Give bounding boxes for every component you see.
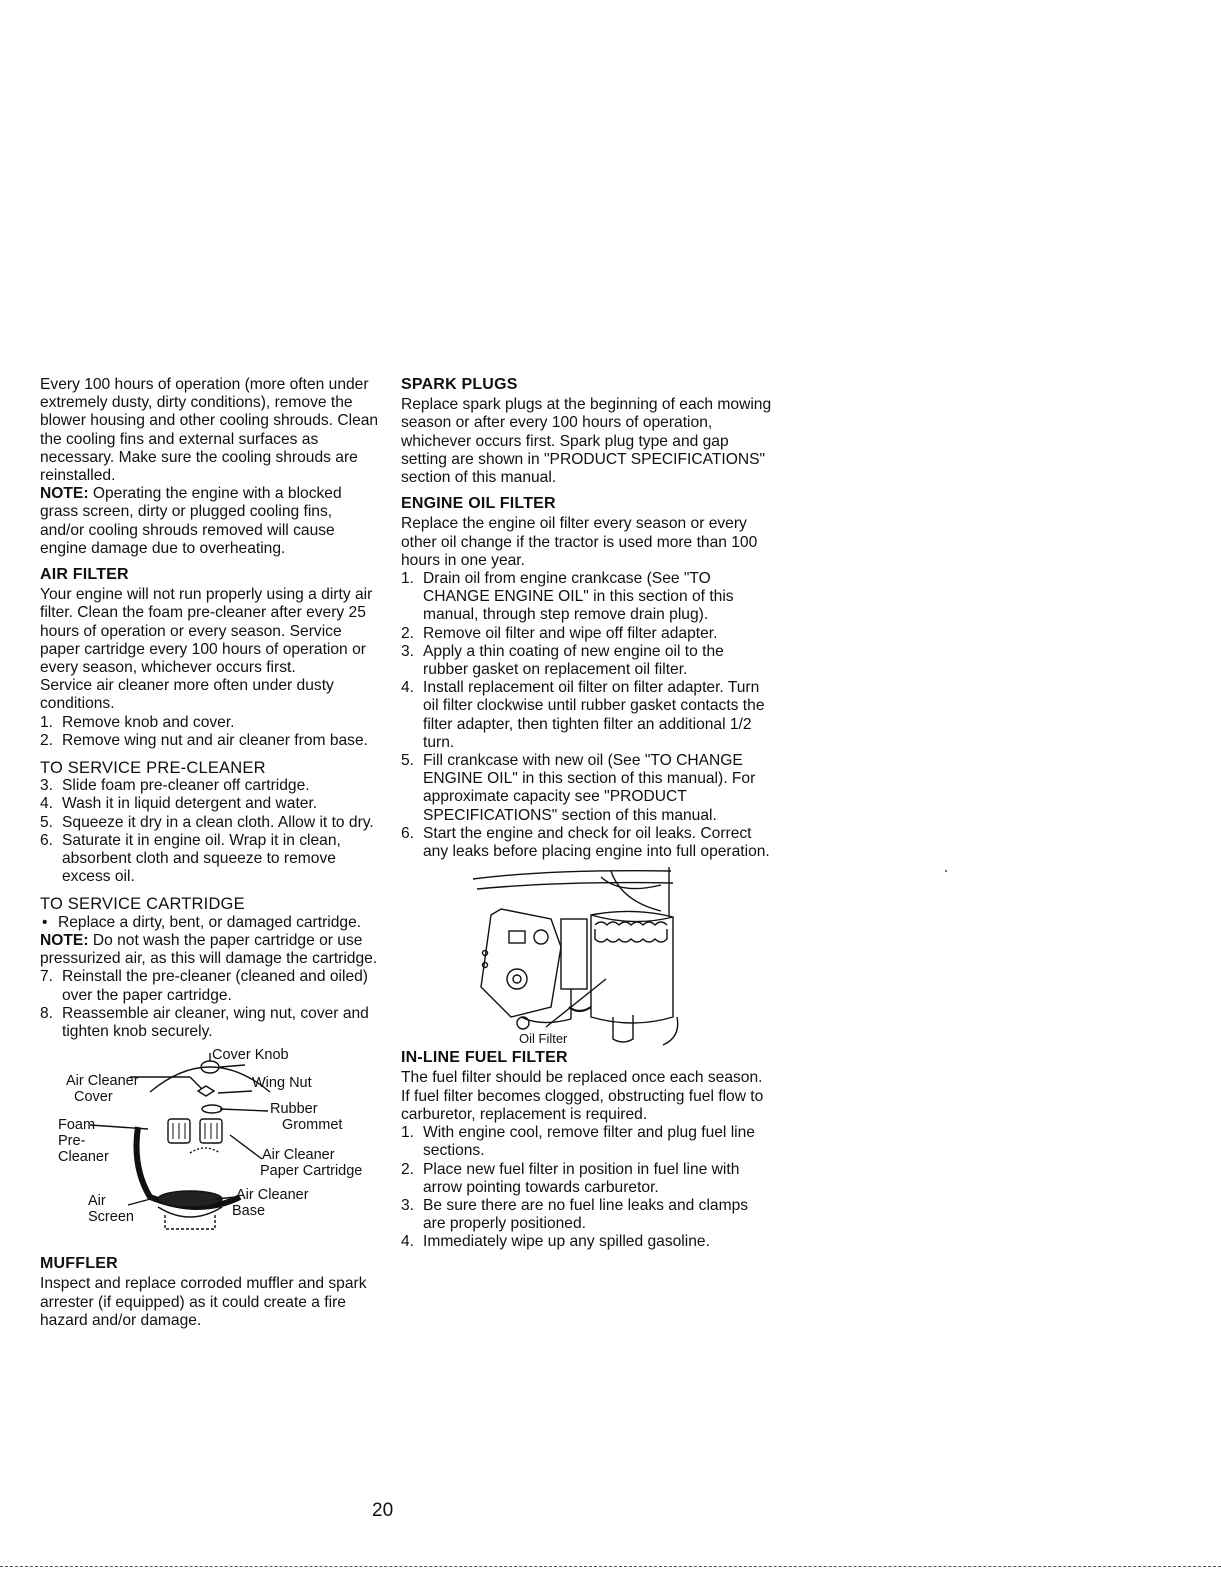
air-screen-label-2: Screen xyxy=(88,1209,134,1226)
step-text: Remove wing nut and air cleaner from base. xyxy=(62,731,368,749)
step-text: Drain oil from engine crankcase (See "TO CHANGE ENGINE OIL" in this section of this manual, through step remove drain plug). xyxy=(423,570,734,624)
air-cleaner-cover-label-2: Cover xyxy=(74,1089,113,1106)
spark-plugs-paragraph: Replace spark plugs at the beginning of each mowing season or after every 100 hours of operation, whichever occurs first. Spark plug type and gap setting are shown in "PRODUCT SPECIFICATIONS" section of this manual. xyxy=(401,396,772,487)
step-number: 1. xyxy=(40,713,54,731)
foam-label-3: Cleaner xyxy=(58,1149,109,1166)
step-number: 7. xyxy=(40,968,54,986)
step-number: 4. xyxy=(401,1233,415,1251)
list-item xyxy=(401,825,773,861)
step-text: Start the engine and check for oil leaks. Correct any leaks before placing engine into full operation. xyxy=(423,824,770,861)
list-item xyxy=(401,1161,773,1197)
oil-filter-steps xyxy=(401,570,773,861)
step-number: 1. xyxy=(401,570,415,588)
list-item xyxy=(40,968,380,1004)
air-cleaner-cover-label-1: Air Cleaner xyxy=(66,1073,139,1090)
list-item xyxy=(40,1005,380,1041)
list-item xyxy=(40,795,380,813)
air-filter-steps-b xyxy=(40,777,380,886)
air-screen-label-1: Air xyxy=(88,1193,106,1210)
air-cleaner-figure xyxy=(40,1047,380,1247)
in-line-fuel-filter-heading: IN-LINE FUEL FILTER xyxy=(401,1049,568,1067)
foam-label-2: Pre- xyxy=(58,1133,86,1150)
note-label: NOTE: xyxy=(40,485,89,503)
air-filter-paragraph: Your engine will not run properly using a dirty air filter. Clean the foam pre-cleaner after every 25 hours of operation or every season. Service paper cartridge every 100 hours of operation or every season, whichever occurs first. xyxy=(40,586,373,677)
step-text: Saturate it in engine oil. Wrap it in clean, absorbent cloth and squeeze to remove excess oil. xyxy=(62,831,341,886)
wing-nut-label: Wing Nut xyxy=(252,1075,312,1092)
oil-filter-illustration xyxy=(401,867,773,1049)
air-cleaner-base-label-1: Air Cleaner xyxy=(236,1187,309,1204)
step-number: 4. xyxy=(401,679,415,697)
spark-plugs-heading: SPARK PLUGS xyxy=(401,376,518,393)
cartridge-heading: TO SERVICE CARTRIDGE xyxy=(40,895,245,914)
list-item xyxy=(401,570,773,625)
list-item xyxy=(401,625,773,643)
step-number: 3. xyxy=(401,1196,415,1214)
cooling-note xyxy=(40,485,380,558)
air-cleaner-base-label-2: Base xyxy=(232,1203,266,1220)
step-text: Slide foam pre-cleaner off cartridge. xyxy=(62,777,310,795)
list-item xyxy=(401,752,773,825)
step-text: Fill crankcase with new oil (See "TO CHANGE ENGINE OIL" in this section of this manual). For approximate capacity see "PRODUCT SPECIFICATIONS" section of this manual. xyxy=(423,752,756,824)
cooling-intro-paragraph: Every 100 hours of operation (more often under extremely dusty, dirty conditions), remove the blower housing and other cooling shrouds. Clean the cooling fins and external surfaces as necessary. Make sure the cooling shrouds are reinstalled. xyxy=(40,376,379,485)
paper-cartridge-label-2: Paper Cartridge xyxy=(260,1163,363,1180)
step-number: 5. xyxy=(401,752,415,770)
muffler-paragraph: Inspect and replace corroded muffler and spark arrester (if equipped) as it could create a fire hazard and/or damage. xyxy=(40,1275,367,1329)
foam-label-1: Foam xyxy=(58,1117,96,1134)
left-column xyxy=(40,376,380,1330)
step-text: Apply a thin coating of new engine oil to the rubber gasket on replacement oil filter. xyxy=(423,642,724,679)
step-number: 1. xyxy=(401,1124,415,1142)
step-number: 2. xyxy=(401,1160,415,1178)
rubber-grommet-label-1: Rubber xyxy=(270,1101,318,1118)
list-item xyxy=(40,714,380,732)
air-filter-heading: AIR FILTER xyxy=(40,566,129,584)
cartridge-bullets xyxy=(40,914,380,932)
note-text: Do not wash the paper cartridge or use pressurized air, as this will damage the cartridge. xyxy=(40,931,378,968)
step-text: Reassemble air cleaner, wing nut, cover and tighten knob securely. xyxy=(62,1004,369,1040)
note-label: NOTE: xyxy=(40,931,89,949)
bullet-text: Replace a dirty, bent, or damaged cartridge. xyxy=(58,913,362,931)
list-item xyxy=(401,1197,773,1233)
list-item xyxy=(40,732,380,750)
step-text: Be sure there are no fuel line leaks and clamps are properly positioned. xyxy=(423,1196,749,1233)
step-text: Reinstall the pre-cleaner (cleaned and oiled) over the paper cartridge. xyxy=(62,968,368,1004)
bullet-icon: • xyxy=(42,913,48,931)
fuel-filter-steps xyxy=(401,1124,773,1251)
list-item xyxy=(40,914,380,932)
step-number: 2. xyxy=(401,624,415,642)
engine-oil-filter-paragraph: Replace the engine oil filter every season or every other oil change if the tractor is used more than 100 hours in one year. xyxy=(401,515,758,569)
engine-oil-filter-heading: ENGINE OIL FILTER xyxy=(401,495,556,513)
list-item xyxy=(401,679,773,752)
step-number: 8. xyxy=(40,1004,54,1022)
step-number: 5. xyxy=(40,813,54,831)
note-text: Operating the engine with a blocked grass screen, dirty or plugged cooling fins, and/or cooling shrouds removed will cause engine damage due to overheating. xyxy=(40,485,342,557)
paper-cartridge-label-1: Air Cleaner xyxy=(262,1147,335,1164)
cover-knob-label: Cover Knob xyxy=(212,1047,289,1064)
page-number: 20 xyxy=(372,1500,394,1521)
step-number: 4. xyxy=(40,795,54,813)
step-number: 6. xyxy=(40,831,54,849)
step-text: Place new fuel filter in position in fuel line with arrow pointing towards carburetor. xyxy=(423,1160,740,1196)
step-text: Immediately wipe up any spilled gasoline. xyxy=(423,1233,710,1251)
step-number: 2. xyxy=(40,731,54,749)
scan-speck xyxy=(945,870,947,872)
fuel-filter-paragraph: The fuel filter should be replaced once each season. If fuel filter becomes clogged, obstructing fuel flow to carburetor, replacement is required. xyxy=(401,1069,764,1123)
air-filter-dusty-paragraph: Service air cleaner more often under dusty conditions. xyxy=(40,677,334,713)
scan-edge-rule xyxy=(0,1566,1221,1567)
step-text: Remove knob and cover. xyxy=(62,713,235,731)
step-text: Squeeze it dry in a clean cloth. Allow it to dry. xyxy=(62,813,374,831)
list-item xyxy=(40,832,380,887)
air-filter-steps-a xyxy=(40,714,380,750)
step-text: With engine cool, remove filter and plug fuel line sections. xyxy=(423,1124,755,1160)
step-number: 3. xyxy=(401,642,415,660)
list-item xyxy=(401,1124,773,1160)
right-column xyxy=(401,376,773,1252)
step-number: 6. xyxy=(401,824,415,842)
step-text: Wash it in liquid detergent and water. xyxy=(62,795,318,813)
air-filter-steps-c xyxy=(40,968,380,1041)
list-item xyxy=(40,814,380,832)
cartridge-note xyxy=(40,932,380,968)
rubber-grommet-label-2: Grommet xyxy=(282,1117,343,1134)
pre-cleaner-heading: TO SERVICE PRE-CLEANER xyxy=(40,759,266,778)
list-item xyxy=(40,777,380,795)
step-text: Install replacement oil filter on filter adapter. Turn oil filter clockwise until rubber gasket contacts the filter adapter, then tighten filter an additional 1/2 turn. xyxy=(423,679,765,751)
oil-filter-figure xyxy=(401,867,773,1049)
muffler-heading: MUFFLER xyxy=(40,1255,118,1273)
list-item xyxy=(401,643,773,679)
list-item xyxy=(401,1233,773,1251)
oil-filter-label: Oil Filter xyxy=(519,1031,568,1047)
step-number: 3. xyxy=(40,777,54,795)
step-text: Remove oil filter and wipe off filter adapter. xyxy=(423,624,718,642)
